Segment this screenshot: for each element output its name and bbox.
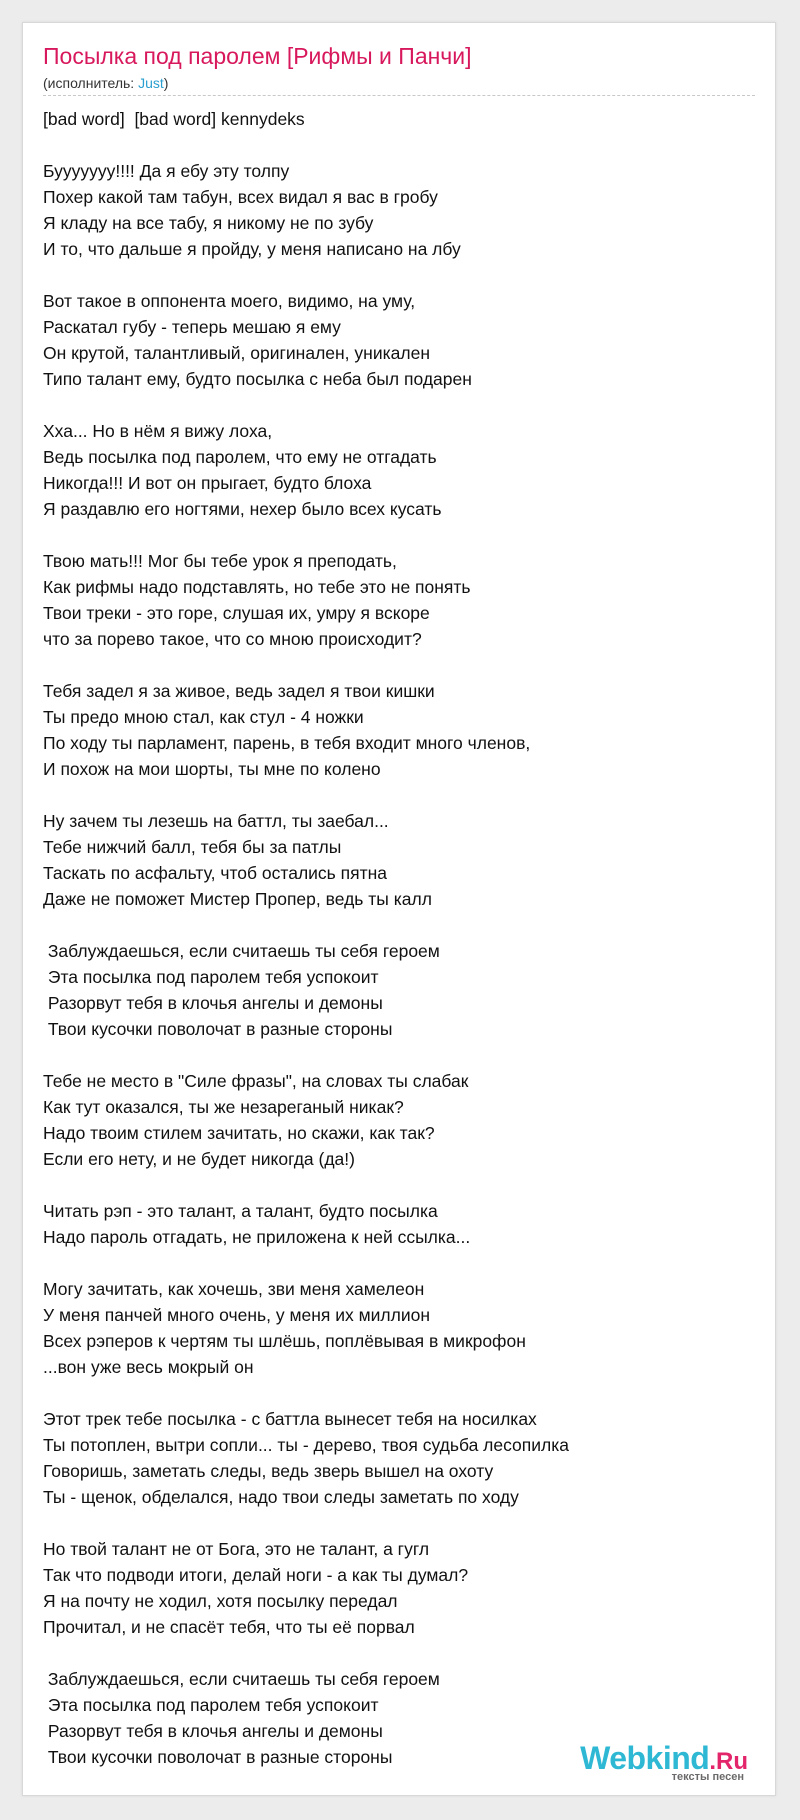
logo-tagline: тексты песен <box>671 1771 744 1783</box>
lyric-line: Он крутой, талантливый, оригинален, уникален <box>43 343 430 363</box>
logo-tld: .Ru <box>709 1748 748 1775</box>
lyric-line: Могу зачитать, как хочешь, зви меня хамелеон <box>43 1279 425 1299</box>
divider <box>43 95 755 96</box>
lyric-line: Я раздавлю его ногтями, нехер было всех кусать <box>43 499 442 519</box>
lyric-blank-line <box>43 1172 765 1198</box>
lyric-line: Этот трек тебе посылка - с баттла вынесет тебя на носилках <box>43 1409 537 1429</box>
lyric-line: Твои кусочки поволочат в разные стороны <box>43 1019 393 1039</box>
lyric-blank-line <box>43 1510 765 1536</box>
lyric-blank-line <box>43 1250 765 1276</box>
lyric-line: Ты потоплен, вытри сопли... ты - дерево, твоя судьба лесопилка <box>43 1435 570 1455</box>
lyrics-card <box>22 22 776 1796</box>
artist-prefix: (исполнитель: <box>43 75 139 91</box>
lyric-line: что за порево такое, что со мною происходит? <box>43 629 422 649</box>
lyric-line: Никогда!!! И вот он прыгает, будто блоха <box>43 473 372 493</box>
lyric-line: Похер какой там табун, всех видал я вас в гробу <box>43 187 438 207</box>
lyric-line: Эта посылка под паролем тебя успокоит <box>43 1695 379 1715</box>
lyric-line: Я кладу на все табу, я никому не по зубу <box>43 213 374 233</box>
lyric-line: Тебе не место в "Силе фразы", на словах ты слабак <box>43 1071 469 1091</box>
lyric-line: Как рифмы надо подставлять, но тебе это не понять <box>43 577 471 597</box>
artist-line <box>43 75 168 91</box>
lyric-line: Говоришь, заметать следы, ведь зверь вышел на охоту <box>43 1461 494 1481</box>
lyric-line: Заблуждаешься, если считаешь ты себя героем <box>43 941 440 961</box>
lyric-line: Твои кусочки поволочат в разные стороны <box>43 1747 393 1767</box>
lyric-blank-line <box>43 1380 765 1406</box>
lyric-line: Вот такое в оппонента моего, видимо, на уму, <box>43 291 416 311</box>
lyric-line: Но твой талант не от Бога, это не талант, а гугл <box>43 1539 430 1559</box>
lyric-line: Хха... Но в нём я вижу лоха, <box>43 421 273 441</box>
lyric-line: Прочитал, и не спасёт тебя, что ты её порвал <box>43 1617 415 1637</box>
site-logo[interactable] <box>580 1740 748 1783</box>
lyric-line: Разорвут тебя в клочья ангелы и демоны <box>43 1721 383 1741</box>
lyric-blank-line <box>43 392 765 418</box>
lyric-line: Заблуждаешься, если считаешь ты себя героем <box>43 1669 440 1689</box>
lyric-line: Читать рэп - это талант, а талант, будто посылка <box>43 1201 438 1221</box>
lyric-line: Ты - щенок, обделался, надо твои следы заметать по ходу <box>43 1487 519 1507</box>
lyric-line: Надо пароль отгадать, не приложена к ней ссылка... <box>43 1227 471 1247</box>
lyric-line: Как тут оказался, ты же незареганый никак? <box>43 1097 404 1117</box>
lyric-line: И похож на мои шорты, ты мне по колено <box>43 759 381 779</box>
lyric-line: Тебя задел я за живое, ведь задел я твои кишки <box>43 681 435 701</box>
lyrics-body <box>43 106 765 1770</box>
lyric-blank-line <box>43 652 765 678</box>
lyric-blank-line <box>43 1042 765 1068</box>
lyric-line: Эта посылка под паролем тебя успокоит <box>43 967 379 987</box>
logo-brand: Webkind <box>580 1740 710 1776</box>
lyric-line: Ведь посылка под паролем, что ему не отгадать <box>43 447 437 467</box>
lyric-line: Твои треки - это горе, слушая их, умру я вскоре <box>43 603 430 623</box>
lyric-line: Надо твоим стилем зачитать, но скажи, как так? <box>43 1123 435 1143</box>
lyric-line: И то, что дальше я пройду, у меня написано на лбу <box>43 239 461 259</box>
lyric-line: Твою мать!!! Мог бы тебе урок я преподать, <box>43 551 397 571</box>
lyric-blank-line <box>43 262 765 288</box>
lyric-line: У меня панчей много очень, у меня их миллион <box>43 1305 430 1325</box>
lyric-line: Раскатал губу - теперь мешаю я ему <box>43 317 341 337</box>
lyric-blank-line <box>43 782 765 808</box>
lyric-line: Ну зачем ты лезешь на баттл, ты заебал... <box>43 811 389 831</box>
lyric-line: Типо талант ему, будто посылка с неба был подарен <box>43 369 472 389</box>
lyric-line: Таскать по асфальту, чтоб остались пятна <box>43 863 388 883</box>
lyric-line: Если его нету, и не будет никогда (да!) <box>43 1149 355 1169</box>
lyric-blank-line <box>43 1640 765 1666</box>
lyric-line: [bad word] [bad word] kennydeks <box>43 109 305 129</box>
lyric-line: Тебе нижчий балл, тебя бы за патлы <box>43 837 342 857</box>
page-title: Посылка под паролем [Рифмы и Панчи] <box>43 43 472 69</box>
lyric-blank-line <box>43 132 765 158</box>
lyric-line: Всех рэперов к чертям ты шлёшь, поплёвывая в микрофон <box>43 1331 526 1351</box>
lyric-line: Ты предо мною стал, как стул - 4 ножки <box>43 707 364 727</box>
lyric-line: Бууууууу!!!! Да я ебу эту толпу <box>43 161 290 181</box>
lyric-blank-line <box>43 912 765 938</box>
lyric-line: Даже не поможет Мистер Пропер, ведь ты калл <box>43 889 432 909</box>
artist-suffix: ) <box>163 75 169 91</box>
lyric-line: Я на почту не ходил, хотя посылку передал <box>43 1591 398 1611</box>
artist-link[interactable]: Just <box>138 75 164 91</box>
lyric-line: По ходу ты парламент, парень, в тебя входит много членов, <box>43 733 531 753</box>
lyric-blank-line <box>43 522 765 548</box>
lyric-line: ...вон уже весь мокрый он <box>43 1357 254 1377</box>
lyric-line: Разорвут тебя в клочья ангелы и демоны <box>43 993 383 1013</box>
lyric-line: Так что подводи итоги, делай ноги - а как ты думал? <box>43 1565 469 1585</box>
